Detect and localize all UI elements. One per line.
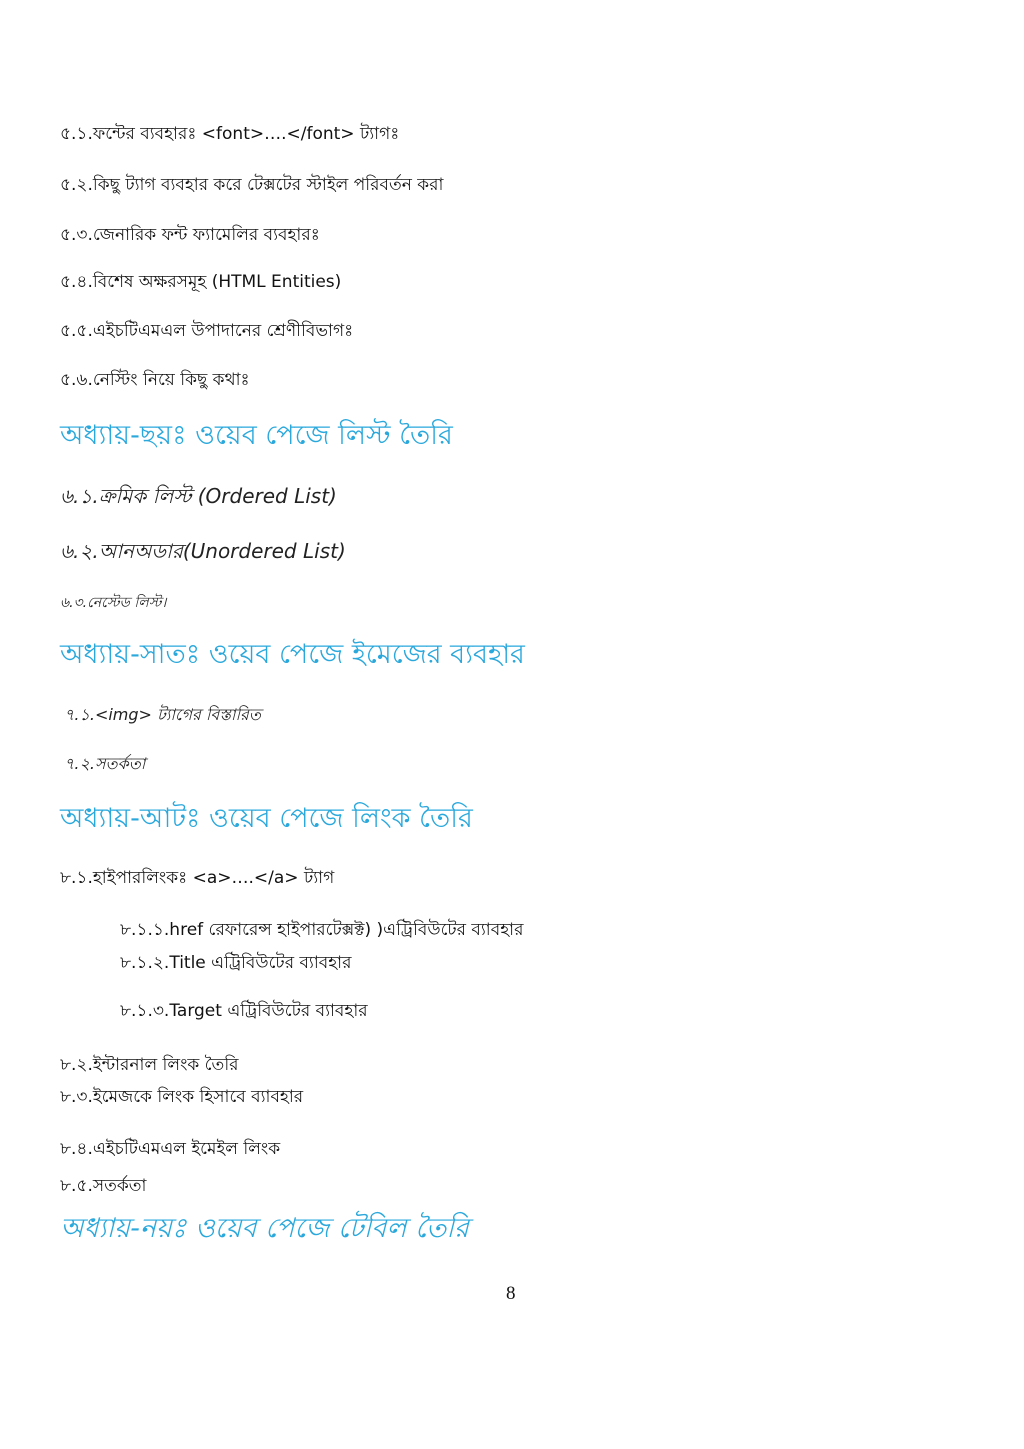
toc-entry-6-3: ৬.৩.নেস্টেড লিস্ট। [60,595,167,611]
toc-entry-5-6: ৫.৬.নেস্টিং নিয়ে কিছু কথাঃ [60,370,250,390]
toc-entry-8-1: ৮.১.হাইপারলিংকঃ <a>….</a> ট্যাগ [60,868,335,888]
toc-entry-8-1-2: ৮.১.২.Title এট্রিবিউটের ব্যাবহার [120,953,352,973]
toc-entry-5-5: ৫.৫.এইচটিএমএল উপাদানের শ্রেণীবিভাগঃ [60,321,354,341]
toc-entry-5-1: ৫.১.ফন্টের ব্যবহারঃ <font>….</font> ট্যাগঃ [60,124,400,144]
toc-entry-5-3: ৫.৩.জেনারিক ফন্ট ফ্যামেলির ব্যবহারঃ [60,225,320,245]
toc-entry-8-5: ৮.৫.সতর্কতা [60,1176,147,1196]
toc-entry-8-1-3: ৮.১.৩.Target এট্রিবিউটের ব্যাবহার [120,1001,368,1021]
toc-entry-8-4: ৮.৪.এইচটিএমএল ইমেইল লিংক [60,1139,281,1159]
page-number: 8 [506,1283,516,1304]
toc-entry-8-2: ৮.২.ইন্টারনাল লিংক তৈরি [60,1055,239,1075]
chapter-heading-9: অধ্যায়-নয়ঃ ওয়েব পেজে টেবিল তৈরি [60,1213,469,1244]
toc-entry-5-2: ৫.২.কিছু ট্যাগ ব্যবহার করে টেক্সটের স্টাইল পরিবর্তন করা [60,175,444,195]
toc-entry-6-1: ৬.১.ক্রমিক লিস্ট (Ordered List) [60,484,337,508]
toc-entry-8-1-1: ৮.১.১.href রেফারেন্স হাইপারটেক্সক্ট) )এট্রিবিউটের ব্যাবহার [120,920,524,940]
toc-entry-7-2: ৭.২.সতর্কতা [64,754,146,773]
chapter-heading-7: অধ্যায়-সাতঃ ওয়েব পেজে ইমেজের ব্যবহার [60,639,525,670]
toc-entry-6-2: ৬.২.আনঅডার(Unordered List) [60,539,346,563]
toc-entry-7-1: ৭.১.<img> ট্যাগের বিস্তারিত [64,705,261,724]
toc-entry-8-3: ৮.৩.ইমেজকে লিংক হিসাবে ব্যাবহার [60,1087,304,1107]
chapter-heading-8: অধ্যায়-আটঃ ওয়েব পেজে লিংক তৈরি [60,803,473,834]
toc-entry-5-4: ৫.৪.বিশেষ অক্ষরসমূহ (HTML Entities) [60,272,342,292]
chapter-heading-6: অধ্যায়-ছয়ঃ ওয়েব পেজে লিস্ট তৈরি [60,420,453,451]
